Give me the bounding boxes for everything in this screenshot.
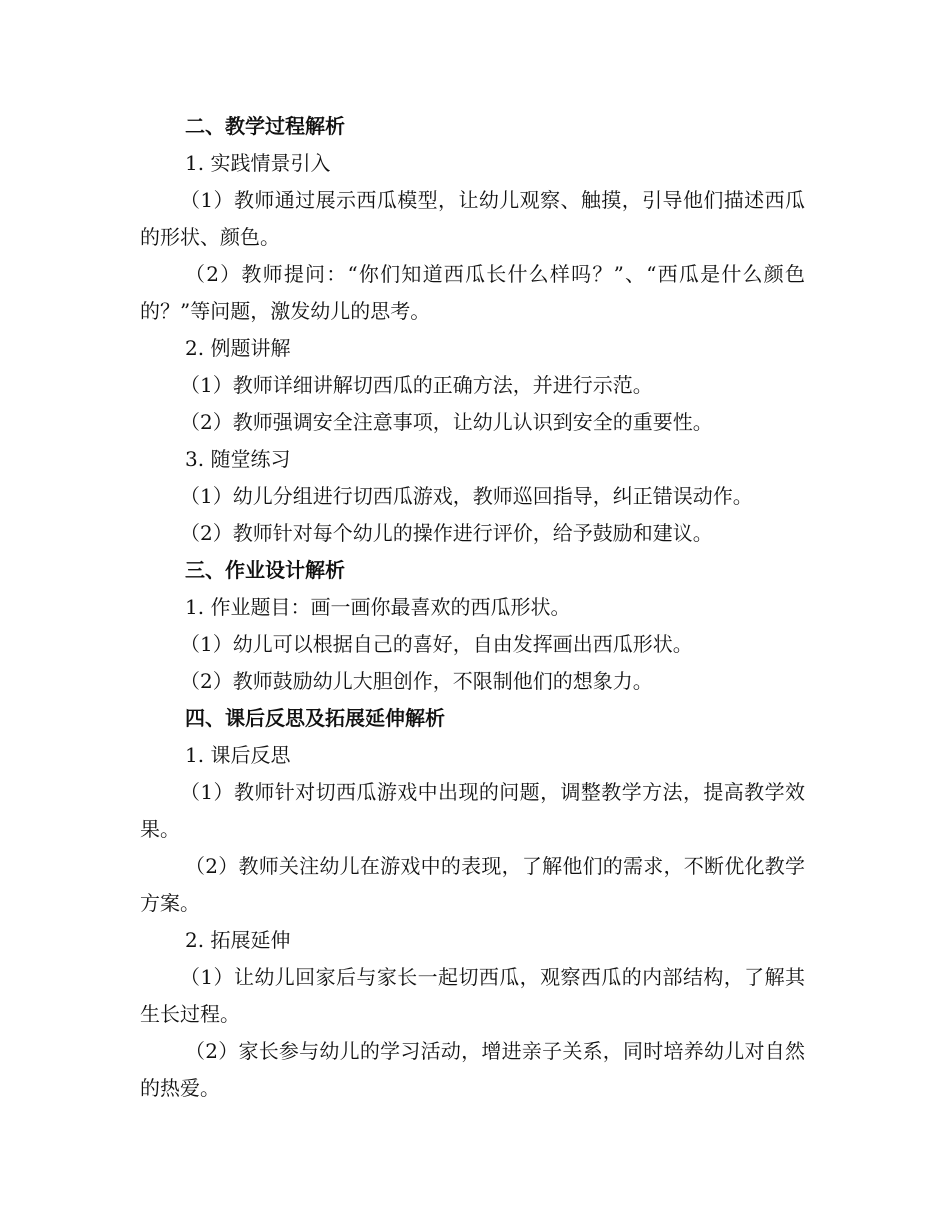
list-item: （2）教师关注幼儿在游戏中的表现，了解他们的需求，不断优化教学方案。 [140,854,805,915]
subsection-title: 1. 作业题目：画一画你最喜欢的西瓜形状。 [185,595,571,619]
list-item: （1）教师通过展示西瓜模型，让幼儿观察、触摸，引导他们描述西瓜的形状、颜色。 [140,188,805,249]
list-item: （2）家长参与幼儿的学习活动，增进亲子关系，同时培养幼儿对自然的热爱。 [140,1039,805,1100]
list-item: （1）让幼儿回家后与家长一起切西瓜，观察西瓜的内部结构，了解其生长过程。 [140,965,805,1026]
section-heading: 二、教学过程解析 [185,114,345,138]
subsection-title: 1. 课后反思 [185,743,291,767]
section-heading: 三、作业设计解析 [185,558,345,582]
subsection-title: 1. 实践情景引入 [185,151,331,175]
list-item: （2）教师鼓励幼儿大胆创作，不限制他们的想象力。 [180,669,653,693]
list-item: （2）教师针对每个幼儿的操作进行评价，给予鼓励和建议。 [180,521,713,545]
subsection-title: 2. 拓展延伸 [185,928,291,952]
subsection-title: 2. 例题讲解 [185,336,291,360]
list-item: （1）幼儿可以根据自己的喜好，自由发挥画出西瓜形状。 [180,632,693,656]
list-item: （1）教师针对切西瓜游戏中出现的问题，调整教学方法，提高教学效果。 [140,780,805,841]
section-heading: 四、课后反思及拓展延伸解析 [185,706,445,730]
list-item: （2）教师提问：“你们知道西瓜长什么样吗？”、“西瓜是什么颜色的？”等问题，激发幼儿的思考。 [140,262,805,323]
subsection-title: 3. 随堂练习 [185,447,291,471]
list-item: （1）教师详细讲解切西瓜的正确方法，并进行示范。 [180,373,653,397]
document-body [140,108,805,1107]
list-item: （2）教师强调安全注意事项，让幼儿认识到安全的重要性。 [180,410,713,434]
list-item: （1）幼儿分组进行切西瓜游戏，教师巡回指导，纠正错误动作。 [180,484,753,508]
